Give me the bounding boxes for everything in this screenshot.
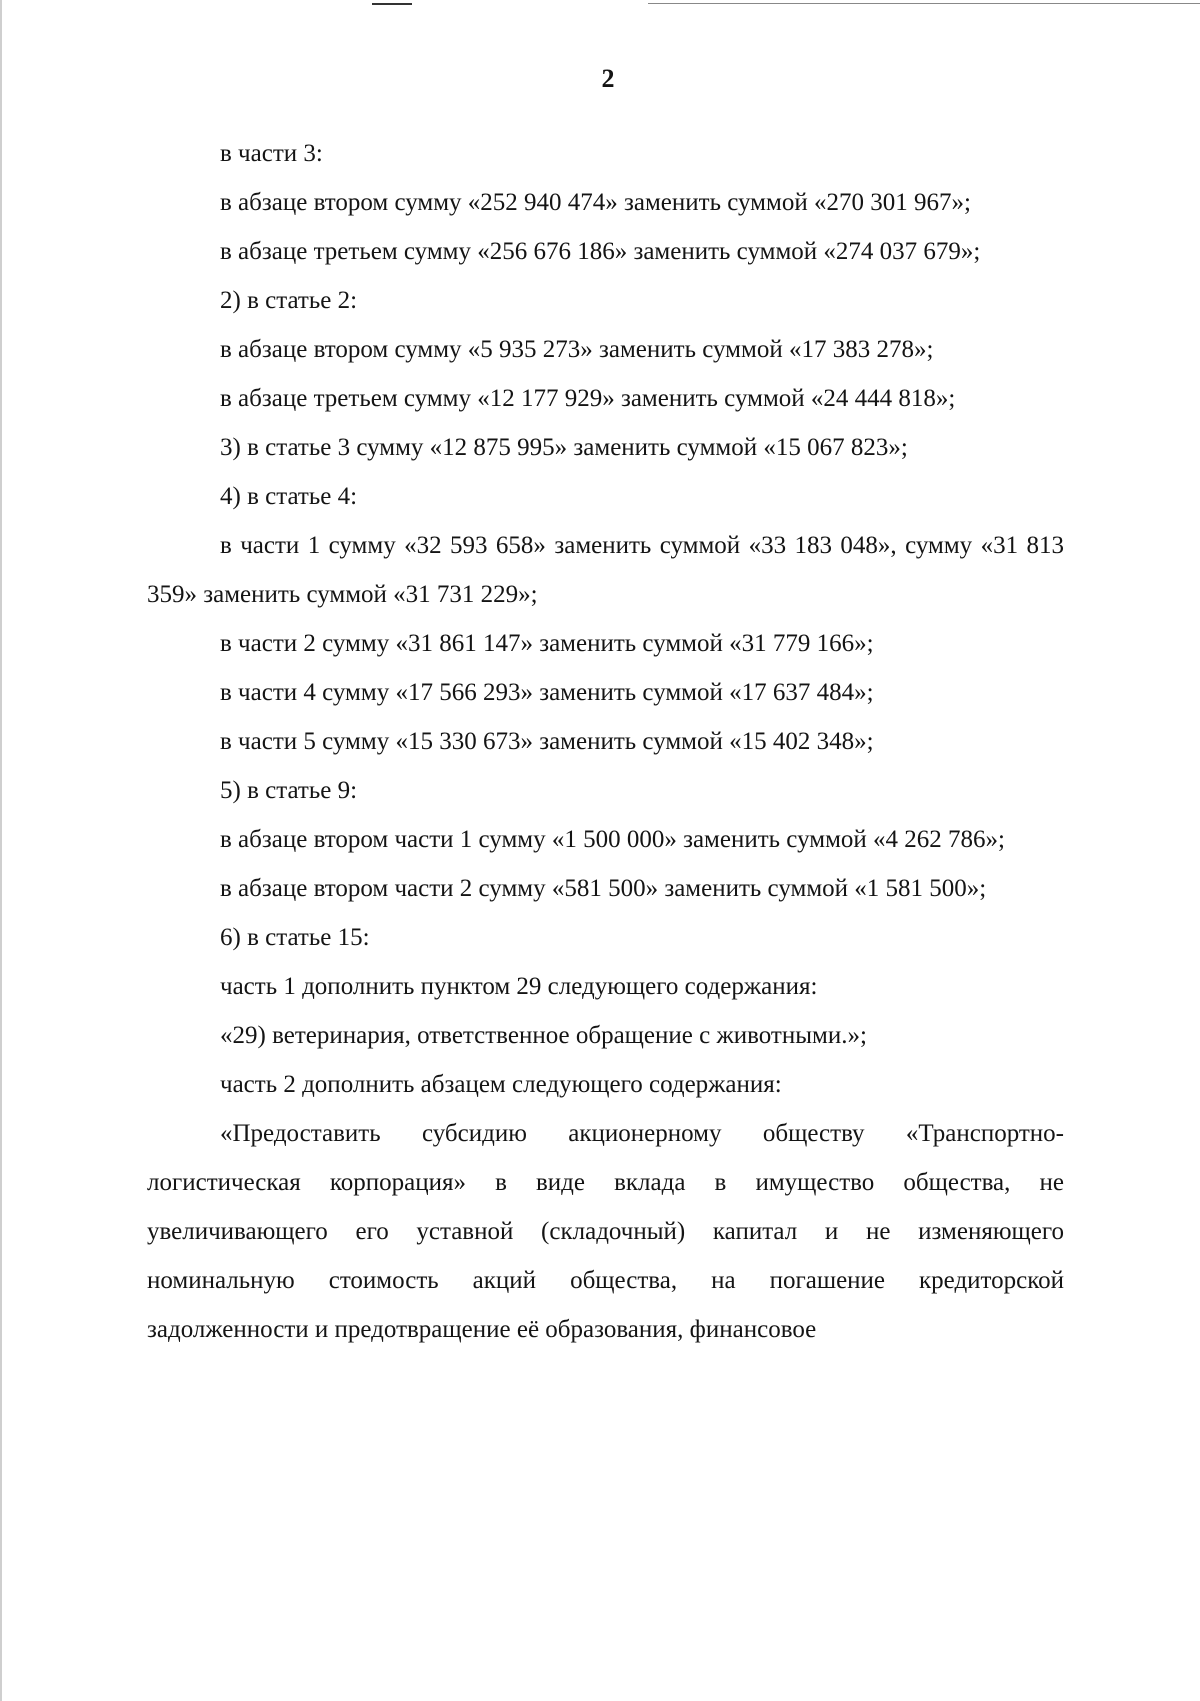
paragraph: часть 2 дополнить абзацем следующего содержания: <box>220 1071 782 1098</box>
scan-artifact-edge <box>0 0 2 1701</box>
paragraph: часть 1 дополнить пунктом 29 следующего содержания: <box>220 973 818 1000</box>
paragraph: в абзаце третьем сумму «12 177 929» заменить суммой «24 444 818»; <box>220 385 956 412</box>
paragraph: в части 5 сумму «15 330 673» заменить суммой «15 402 348»; <box>220 728 874 755</box>
paragraph: 6) в статье 15: <box>220 924 370 951</box>
page-number: 2 <box>601 64 615 93</box>
paragraph: в абзаце втором части 1 сумму «1 500 000» заменить суммой «4 262 786»; <box>220 826 1005 853</box>
scan-artifact-line <box>372 3 412 5</box>
paragraph: в части 2 сумму «31 861 147» заменить суммой «31 779 166»; <box>220 630 874 657</box>
paragraph: в части 1 сумму «32 593 658» заменить суммой «33 183 048», сумму «31 813 359» заменить суммой «31 731 229»; <box>147 532 1064 608</box>
paragraph: «29) ветеринария, ответственное обращение с животными.»; <box>220 1022 867 1049</box>
paragraph: в абзаце втором сумму «252 940 474» заменить суммой «270 301 967»; <box>220 189 971 216</box>
paragraph: в абзаце третьем сумму «256 676 186» заменить суммой «274 037 679»; <box>220 238 981 265</box>
paragraph: 4) в статье 4: <box>220 483 358 510</box>
paragraph: 5) в статье 9: <box>220 777 358 804</box>
paragraph: в абзаце втором сумму «5 935 273» заменить суммой «17 383 278»; <box>220 336 934 363</box>
paragraph: 3) в статье 3 сумму «12 875 995» заменить суммой «15 067 823»; <box>220 434 908 461</box>
paragraph: в части 3: <box>220 140 323 167</box>
paragraph: «Предоставить субсидию акционерному обществу «Транспортно-логистическая корпорация» в виде вклада в имущество общества, не увеличивающего его уставной (складочный) капитал и не изменяющего номинальную стоимость акций общества, на погашение кредиторской задолженности и предотвращение её образования, финансовое <box>147 1120 1064 1343</box>
paragraph: в абзаце втором части 2 сумму «581 500» заменить суммой «1 581 500»; <box>220 875 987 902</box>
document-body <box>147 129 1064 1354</box>
paragraph: в части 4 сумму «17 566 293» заменить суммой «17 637 484»; <box>220 679 874 706</box>
paragraph: 2) в статье 2: <box>220 287 358 314</box>
scan-artifact-line <box>648 3 1200 4</box>
